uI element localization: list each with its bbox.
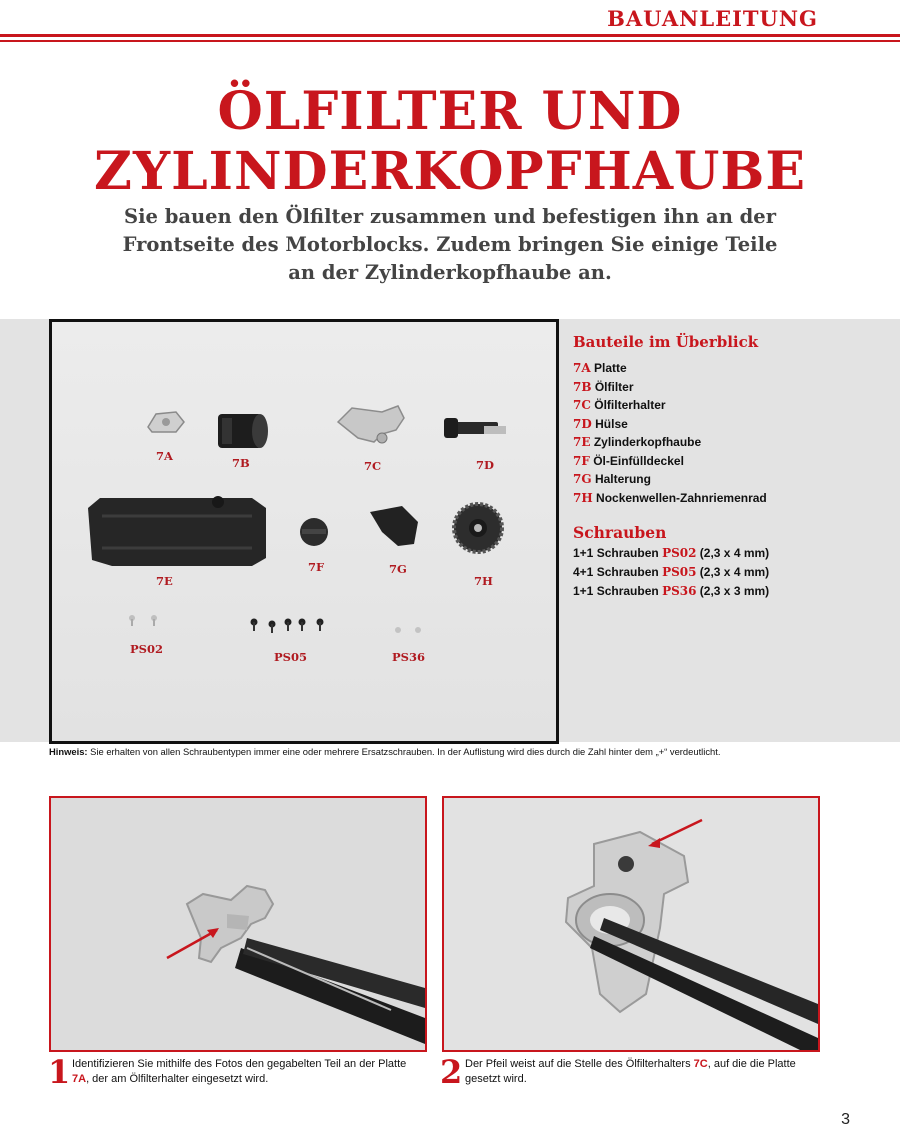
part-name: Zylinderkopfhaube xyxy=(593,435,702,449)
photo-label-7f: 7F xyxy=(308,560,325,574)
list-item xyxy=(573,415,893,434)
screw-item xyxy=(573,582,893,601)
step-2-illustration xyxy=(444,798,818,1050)
step-1-code: 7A xyxy=(72,1073,87,1085)
part-code: 7G xyxy=(573,472,592,486)
part-name: Platte xyxy=(594,361,627,375)
parts-illustration xyxy=(52,322,556,741)
part-7d-sleeve xyxy=(444,418,506,438)
hint-note xyxy=(49,746,869,757)
part-name: Ölfilterhalter xyxy=(594,398,666,412)
part-name: Ölfilter xyxy=(594,379,634,394)
step-1-text xyxy=(72,1057,412,1087)
part-code: 7B xyxy=(573,379,592,394)
part-name: Öl-Einfülldeckel xyxy=(593,453,684,468)
hint-text: Sie erhalten von allen Schraubentypen immer eine oder mehrere Ersatzschrauben. In der Auflistung wird dies durch die Zahl hinter dem „+“ verdeutlicht. xyxy=(90,746,721,757)
intro-line-2: Frontseite des Motorblocks. Zudem bringen Sie einige Teile xyxy=(122,233,778,256)
parts-list xyxy=(573,333,893,601)
screw-item xyxy=(573,544,893,563)
photo-label-7g: 7G xyxy=(389,562,407,576)
intro-text xyxy=(100,203,800,287)
photo-label-7a: 7A xyxy=(156,449,173,463)
step-2-photo xyxy=(442,796,820,1052)
part-code: 7H xyxy=(573,490,593,505)
part-name: Nockenwellen-Zahnriemenrad xyxy=(596,490,767,505)
screw-size: (2,3 x 3 mm) xyxy=(699,584,770,598)
step-1-illustration xyxy=(51,798,425,1050)
screw-size: (2,3 x 4 mm) xyxy=(699,546,770,560)
step-1-text-b: , der am Ölfilterhalter eingesetzt wird. xyxy=(86,1073,269,1085)
photo-label-7c: 7C xyxy=(364,459,382,473)
parts-photo xyxy=(49,319,559,744)
intro-line-1: Sie bauen den Ölfilter zusammen und befestigen ihn an der xyxy=(124,205,776,228)
title-line-2: ZYLINDERKOPFHAUBE xyxy=(94,141,806,202)
page-number: 3 xyxy=(841,1111,850,1128)
screw-count: 1+1 Schrauben xyxy=(573,546,659,560)
part-code: 7C xyxy=(573,398,591,412)
screw-count: 1+1 Schrauben xyxy=(573,584,659,598)
photo-label-7h: 7H xyxy=(474,574,493,588)
page-title xyxy=(0,82,900,202)
screw-code: PS02 xyxy=(662,546,697,560)
part-7c-filter-holder xyxy=(338,406,404,443)
part-7f-oil-cap xyxy=(300,518,328,546)
title-line-1: ÖLFILTER UND xyxy=(217,81,683,142)
step-1-number: 1 xyxy=(48,1053,71,1091)
photo-label-ps02: PS02 xyxy=(130,642,163,656)
list-item xyxy=(573,489,893,508)
part-7b-oil-filter xyxy=(218,414,268,448)
intro-line-3: an der Zylinderkopfhaube an. xyxy=(288,261,612,284)
screws-heading: Schrauben xyxy=(573,523,667,542)
part-7e-head-cover xyxy=(88,496,266,566)
step-1-text-a: Identifizieren Sie mithilfe des Fotos den gegabelten Teil an der Platte xyxy=(72,1058,407,1070)
screws-ps36 xyxy=(395,627,421,633)
section-header-label: BAUANLEITUNG xyxy=(607,6,818,31)
screws-ps02 xyxy=(129,615,157,626)
list-item xyxy=(573,359,893,378)
screw-code: PS36 xyxy=(662,584,697,598)
photo-label-7d: 7D xyxy=(476,458,494,472)
photo-label-ps05: PS05 xyxy=(274,650,307,664)
header-rule xyxy=(0,34,900,37)
part-code: 7A xyxy=(573,361,591,375)
header-rule-thin xyxy=(0,40,900,42)
part-name: Hülse xyxy=(595,416,628,431)
step-1-photo xyxy=(49,796,427,1052)
step-2-code: 7C xyxy=(693,1058,708,1070)
photo-label-7b: 7B xyxy=(232,456,250,470)
screws-ps05 xyxy=(251,619,324,634)
photo-label-ps36: PS36 xyxy=(392,650,425,664)
photo-label-7e: 7E xyxy=(156,574,173,588)
step-2-text-b: , auf die die Platte gesetzt wird. xyxy=(465,1058,796,1085)
part-code: 7F xyxy=(573,453,590,468)
screw-item xyxy=(573,563,893,582)
screw-code: PS05 xyxy=(662,565,697,579)
part-code: 7E xyxy=(573,435,591,449)
part-7g-bracket xyxy=(370,506,418,546)
screw-count: 4+1 Schrauben xyxy=(573,565,659,579)
part-code: 7D xyxy=(573,416,592,431)
parts-list-heading: Bauteile im Überblick xyxy=(573,333,759,351)
list-item xyxy=(573,396,893,415)
screw-size: (2,3 x 4 mm) xyxy=(699,565,770,579)
list-item xyxy=(573,433,893,452)
part-7h-cam-gear xyxy=(454,504,502,552)
step-2-text-a: Der Pfeil weist auf die Stelle des Ölfilterhalters xyxy=(465,1058,694,1070)
list-item xyxy=(573,378,893,397)
part-name: Halterung xyxy=(594,472,651,486)
list-item xyxy=(573,452,893,471)
hint-label: Hinweis: xyxy=(49,746,88,757)
step-2-number: 2 xyxy=(440,1053,463,1091)
part-7a-plate xyxy=(148,412,184,432)
step-2-text xyxy=(465,1057,805,1087)
list-item xyxy=(573,470,893,489)
